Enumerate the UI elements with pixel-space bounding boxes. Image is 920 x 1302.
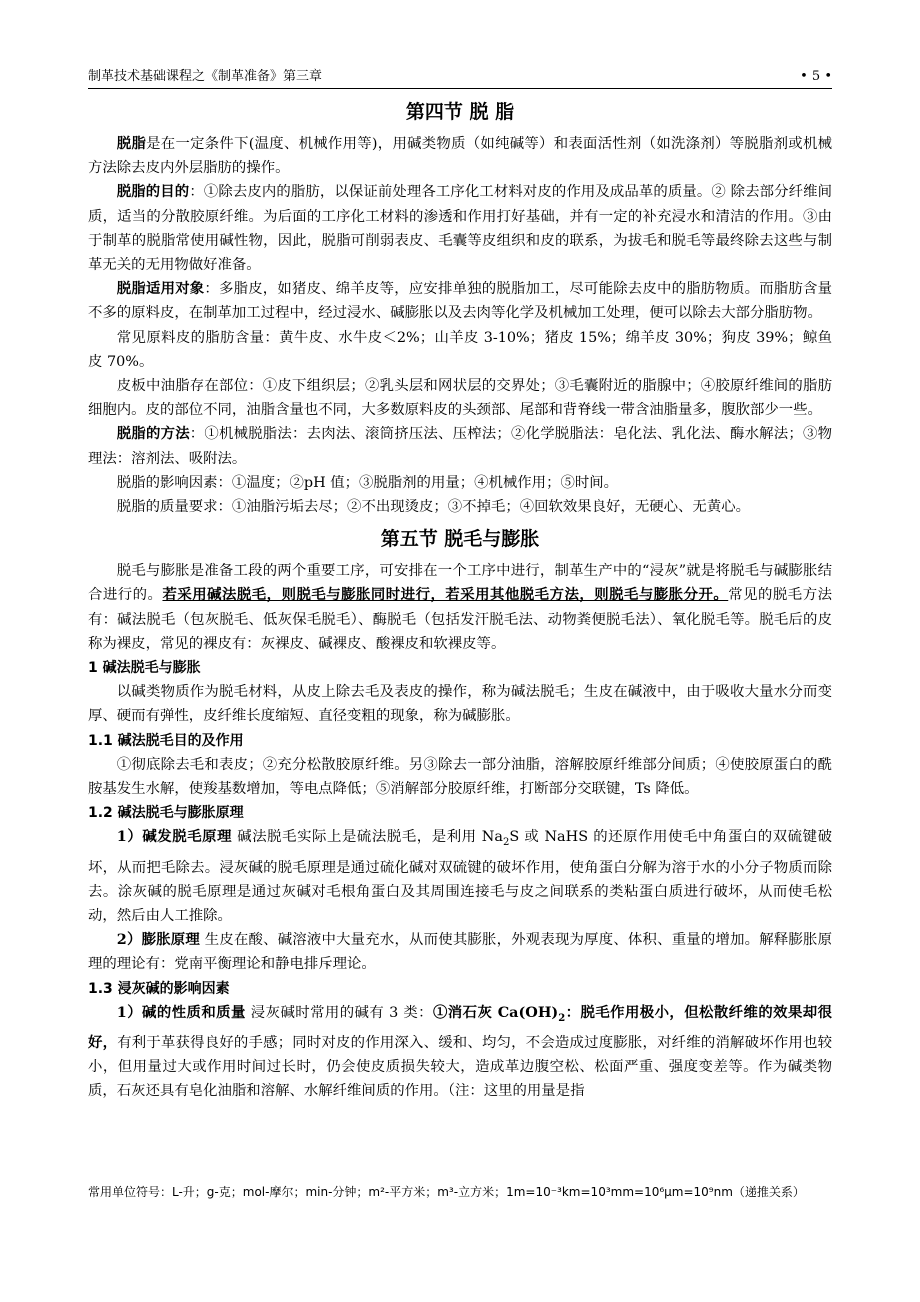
text: 浸灰碱时常用的碱有 3 类： — [245, 1004, 433, 1021]
page-number: • 5 • — [800, 69, 832, 84]
paragraph: ①彻底除去毛和表皮；②充分松散胶原纤维。另③除去一部分油脂，溶解胶原纤维部分间质；④使胶原蛋白的酰胺基发生水解，使羧基数增加，等电点降低；⑤消解部分胶原纤维，打断部分交联键，Ts 降低。 — [88, 756, 832, 798]
header-title: 制革技术基础课程之《制革准备》第三章 — [88, 69, 323, 84]
subscript: 2 — [502, 837, 510, 849]
paragraph — [88, 928, 832, 976]
text: ：多脂皮，如猪皮、绵羊皮等，应安排单独的脱脂加工，尽可能除去皮中的脂肪物质。而脂肪含量不多的原料皮，在制革加工过程中，经过浸水、碱膨胀以及去肉等化学及机械加工处理，便可以除去大部分脂肪物。 — [88, 281, 832, 322]
paragraph — [88, 132, 832, 180]
section-title: 第五节 脱毛与膨胀 — [380, 528, 540, 551]
bold-text: ：脱毛作用极小，但松散纤维的效果却很好， — [88, 1003, 832, 1051]
footnote: 常用单位符号：L-升；g-克；mol-摩尔；min-分钟；m²-平方米；m³-立方米；1m=10⁻³km=10³mm=10⁶μm=10⁹nm（递推关系） — [88, 1185, 805, 1199]
text: 生皮在酸、碱溶液中大量充水，从而使其膨胀，外观表现为厚度、体积、重量的增加。解释膨胀原理的理论有：党南平衡理论和静电排斥理论。 — [88, 932, 833, 973]
term: 2）膨胀原理 — [116, 931, 200, 949]
paragraph — [88, 180, 832, 277]
text: ：①机械脱脂法：去肉法、滚筒挤压法、压榨法；②化学脱脂法：皂化法、乳化法、酶水解法；③物理法：溶剂法、吸附法。 — [88, 426, 832, 467]
subheading: 1 碱法脱毛与膨胀 — [88, 660, 201, 677]
paragraph — [88, 1001, 832, 1104]
text: 脱毛与膨胀是准备工段的两个重要工序，可安排在一个工序中进行，制革生产中的“浸灰”就是将脱毛与碱膨胀结合进行的。 — [88, 563, 832, 604]
term: 脱脂的目的 — [116, 183, 190, 201]
subheading: 1.3 浸灰碱的影响因素 — [88, 980, 230, 997]
term: 脱脂的方法 — [116, 425, 190, 443]
paragraph: 以碱类物质作为脱毛材料，从皮上除去毛及表皮的操作，称为碱法脱毛；生皮在碱液中，由于吸收大量水分而变厚、硬而有弹性，皮纤维长度缩短、直径变粗的现象，称为碱膨胀。 — [88, 684, 832, 725]
text: 碱法脱毛实际上是硫法脱毛，是利用 Na — [232, 829, 503, 846]
term: 1）碱的性质和质量 — [116, 1003, 246, 1021]
paragraph: 脱脂的影响因素：①温度；②pH 值；③脱脂剂的用量；④机械作用；⑤时间。 — [116, 474, 619, 491]
paragraph: 常见原料皮的脂肪含量：黄牛皮、水牛皮＜2%；山羊皮 3-10%；猪皮 15%；绵羊皮 30%；狗皮 39%；鲸鱼皮 70%。 — [88, 329, 832, 370]
text: 常见的脱毛方法有：碱法脱毛（包灰脱毛、低灰保毛脱毛）、酶脱毛（包括发汗脱毛法、动物粪便脱毛法）、氧化脱毛等。脱毛后的皮称为裸皮，常见的裸皮有：灰裸皮、碱裸皮、酸裸皮和软裸皮等。 — [88, 587, 832, 652]
section-title: 第四节 脱 脂 — [405, 101, 515, 123]
term: 1）碱发脱毛原理 — [116, 828, 233, 846]
term: 脱脂 — [116, 135, 147, 152]
paragraph — [88, 825, 832, 928]
paragraph — [88, 422, 832, 470]
text: 有利于革获得良好的手感；同时对皮的作用深入、缓和、均匀，不会造成过度膨胀，对纤维的消解破坏作用也较小，但用量过大或作用时间过长时，仍会使皮质损失较大，造成革边腹空松、松面严重、强度变差等。作为碱类物质，石灰还具有皂化油脂和溶解、水解纤维间质的作用。（注：这里的用量是指 — [88, 1034, 832, 1100]
subscript: 2 — [558, 1012, 566, 1024]
paragraph: 皮板中油脂存在部位：①皮下组织层；②乳头层和网状层的交界处；③毛囊附近的脂腺中；④胶原纤维间的脂肪细胞内。皮的部位不同，油脂含量也不同，大多数原料皮的头颈部、尾部和背脊线一带含油脂量多，腹肷部少一些。 — [88, 378, 832, 419]
bold-text: ①消石灰 Ca(OH) — [432, 1003, 559, 1021]
paragraph — [88, 559, 832, 656]
subheading: 1.2 碱法脱毛与膨胀原理 — [88, 805, 244, 822]
paragraph — [88, 277, 832, 325]
text: S 或 NaHS 的还原作用使毛中角蛋白的双硫键破坏，从而把毛除去。浸灰碱的脱毛原理是通过硫化碱对双硫键的破坏作用，使角蛋白分解为溶于水的小分子物质而除去。涂灰碱的脱毛原理是通过灰碱对毛根角蛋白及其周围连接毛与皮之间联系的类粘蛋白质进行破坏，从而使毛松动，然后由人工推除。 — [88, 829, 832, 924]
term: 脱脂适用对象 — [116, 280, 205, 298]
underlined-text: 若采用碱法脱毛，则脱毛与膨胀同时进行，若采用其他脱毛方法，则脱毛与膨胀分开。 — [162, 586, 729, 604]
paragraph: 脱脂的质量要求：①油脂污垢去尽；②不出现烫皮；③不掉毛；④回软效果良好，无硬心、无黄心。 — [116, 499, 750, 516]
running-header — [88, 66, 832, 89]
subheading: 1.1 碱法脱毛目的及作用 — [88, 732, 244, 749]
text: ：①除去皮内的脂肪，以保证前处理各工序化工材料对皮的作用及成品革的质量。② 除去部分纤维间质，适当的分散胶原纤维。为后面的工序化工材料的渗透和作用打好基础，并有一定的补充浸水和清洁的作用。③由于制革的脱脂常使用碱性物，因此，脱脂可削弱表皮、毛囊等皮组织和皮的联系，为拔毛和脱毛等最终除去这些与制革无关的无用物做好准备。 — [88, 184, 832, 274]
main-content — [88, 92, 832, 1103]
text: 是在一定条件下(温度、机械作用等)，用碱类物质（如纯碱等）和表面活性剂（如洗涤剂）等脱脂剂或机械方法除去皮内外层脂肪的操作。 — [88, 136, 832, 177]
